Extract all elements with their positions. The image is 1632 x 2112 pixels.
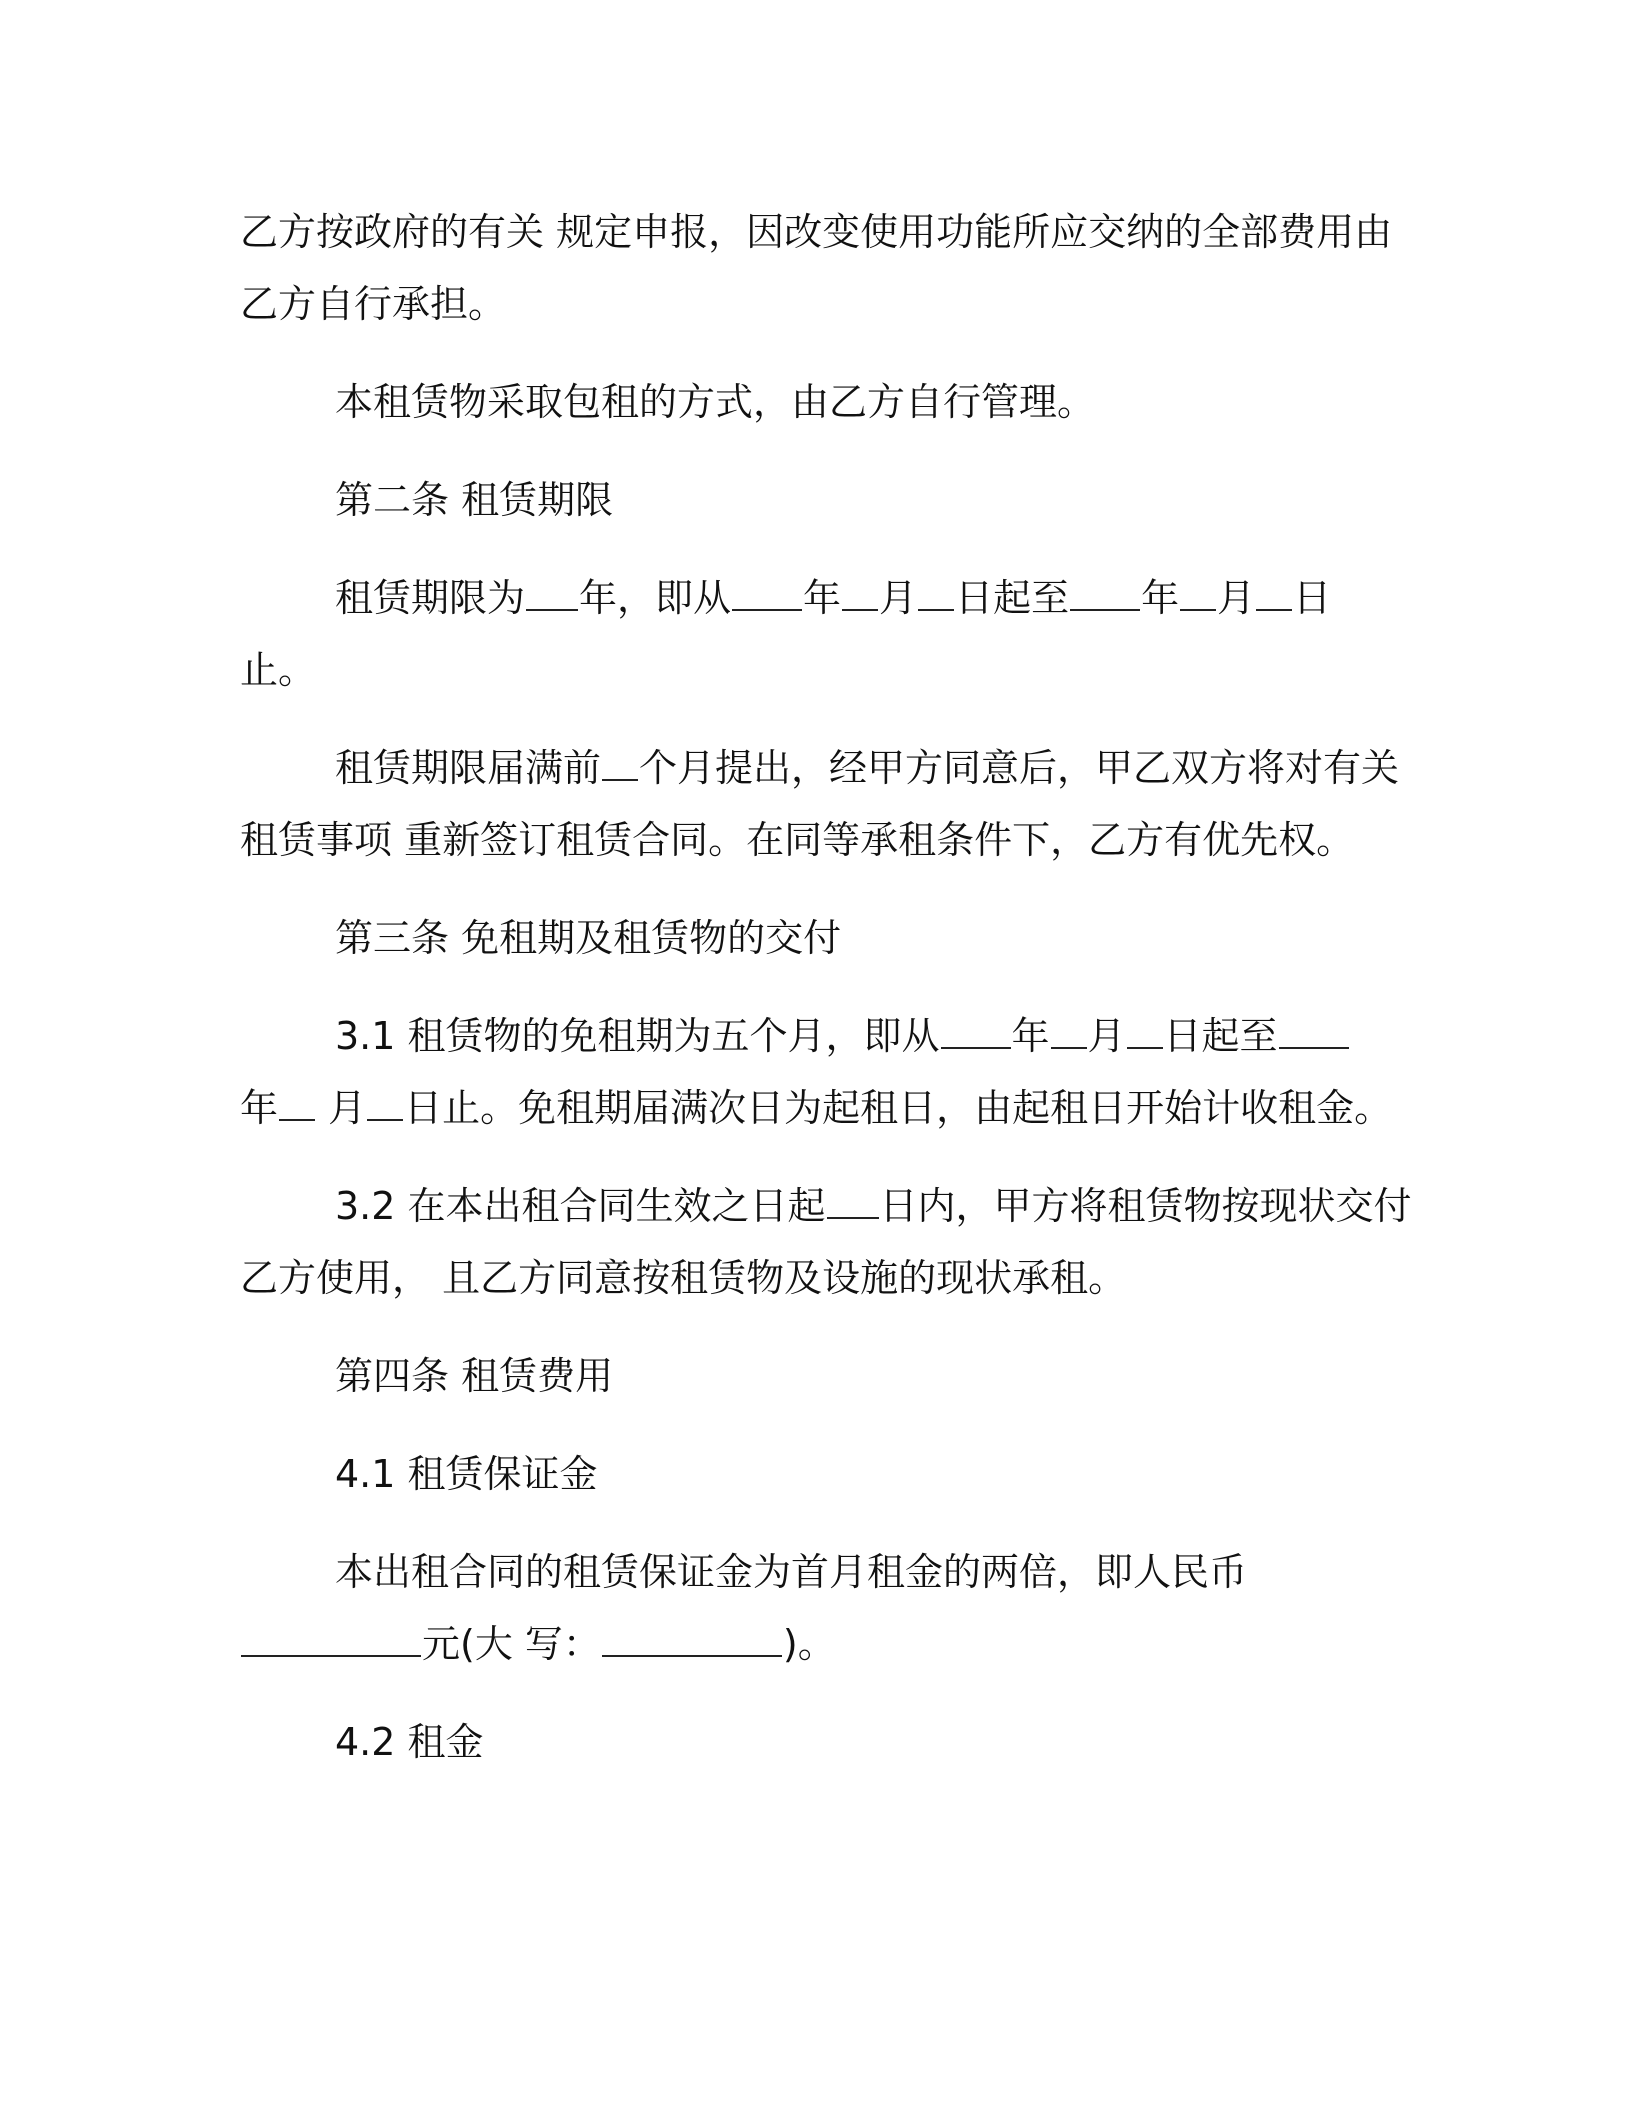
- text-segment: 日: [1293, 576, 1332, 620]
- text-segment: 个月提出，经甲方同意后，甲乙双方将对有关: [639, 746, 1400, 790]
- text-line: [240, 732, 1400, 804]
- text-segment: 日起至: [1163, 1014, 1278, 1058]
- article-2-heading: 第二条 租赁期限: [335, 478, 614, 522]
- paragraph-deposit: [240, 1536, 1400, 1680]
- text-line: 租赁事项 重新签订租赁合同。在同等承租条件下，乙方有优先权。: [240, 818, 1355, 862]
- text-line: [240, 1000, 1400, 1072]
- fill-blank[interactable]: [827, 1183, 879, 1219]
- text-segment: 租赁期限届满前: [335, 746, 602, 790]
- fill-blank[interactable]: [1256, 575, 1292, 611]
- text-segment: 月: [1087, 1014, 1126, 1058]
- text-segment: 3.1 租赁物的免租期为五个月，即从: [335, 1014, 940, 1058]
- paragraph-delivery: [240, 1170, 1412, 1314]
- text-segment: 租赁期限为: [335, 576, 526, 620]
- fill-blank[interactable]: [1127, 1013, 1163, 1049]
- text-segment: 日内，甲方将租赁物按现状交付: [879, 1184, 1412, 1228]
- fill-blank[interactable]: [941, 1013, 1011, 1049]
- fill-blank[interactable]: [1180, 575, 1216, 611]
- paragraph-lease-term: [240, 562, 1400, 706]
- fill-blank[interactable]: [918, 575, 954, 611]
- text-line: [240, 1072, 1400, 1144]
- fill-blank[interactable]: [279, 1085, 315, 1121]
- text-line: [240, 1608, 1400, 1680]
- paragraph-fee-responsibility: [240, 196, 1400, 340]
- text-segment: 年: [803, 576, 842, 620]
- section-4-2-heading: 4.2 租金: [335, 1720, 484, 1764]
- text-segment: 年: [240, 1086, 279, 1130]
- paragraph-rent-free-period: [240, 1000, 1400, 1144]
- section-4-1-heading: 4.1 租赁保证金: [335, 1452, 598, 1496]
- text-line: [240, 562, 1400, 634]
- text-line: 乙方自行承担。: [240, 282, 507, 326]
- document-body: [240, 196, 1412, 1804]
- fill-blank[interactable]: [1051, 1013, 1087, 1049]
- text-segment: 日止。免租期届满次日为起租日，由起租日开始计收租金。: [404, 1086, 1393, 1130]
- fill-blank[interactable]: [1070, 575, 1140, 611]
- text-segment: 年，即从: [579, 576, 732, 620]
- fill-blank[interactable]: [602, 745, 638, 781]
- fill-blank[interactable]: [367, 1085, 403, 1121]
- fill-blank[interactable]: [732, 575, 802, 611]
- text-segment: 年: [1141, 576, 1180, 620]
- fill-blank[interactable]: [1279, 1013, 1349, 1049]
- text-segment: 月: [316, 1086, 367, 1130]
- article-3-heading: 第三条 免租期及租赁物的交付: [335, 916, 842, 960]
- text-segment: 元(大 写：: [422, 1622, 601, 1666]
- text-segment: )。: [782, 1622, 836, 1666]
- text-line: 乙方使用， 且乙方同意按租赁物及设施的现状承租。: [240, 1256, 1127, 1300]
- fill-blank[interactable]: [241, 1621, 421, 1657]
- text-line: [240, 1170, 1412, 1242]
- text-segment: 年: [1011, 1014, 1050, 1058]
- text-segment: 月: [1217, 576, 1256, 620]
- text-line: 乙方按政府的有关 规定申报，因改变使用功能所应交纳的全部费用由: [240, 210, 1393, 254]
- text-segment: 月: [879, 576, 918, 620]
- fill-blank[interactable]: [842, 575, 878, 611]
- paragraph-lease-mode: 本租赁物采取包租的方式，由乙方自行管理。: [335, 380, 1096, 424]
- article-4-heading: 第四条 租赁费用: [335, 1354, 614, 1398]
- fill-blank[interactable]: [602, 1621, 782, 1657]
- text-line: 本出租合同的租赁保证金为首月租金的两倍，即人民币: [335, 1550, 1248, 1594]
- text-line: 止。: [240, 648, 317, 692]
- paragraph-renewal: [240, 732, 1400, 876]
- text-segment: 日起至: [955, 576, 1070, 620]
- text-segment: 3.2 在本出租合同生效之日起: [335, 1184, 826, 1228]
- fill-blank[interactable]: [526, 575, 578, 611]
